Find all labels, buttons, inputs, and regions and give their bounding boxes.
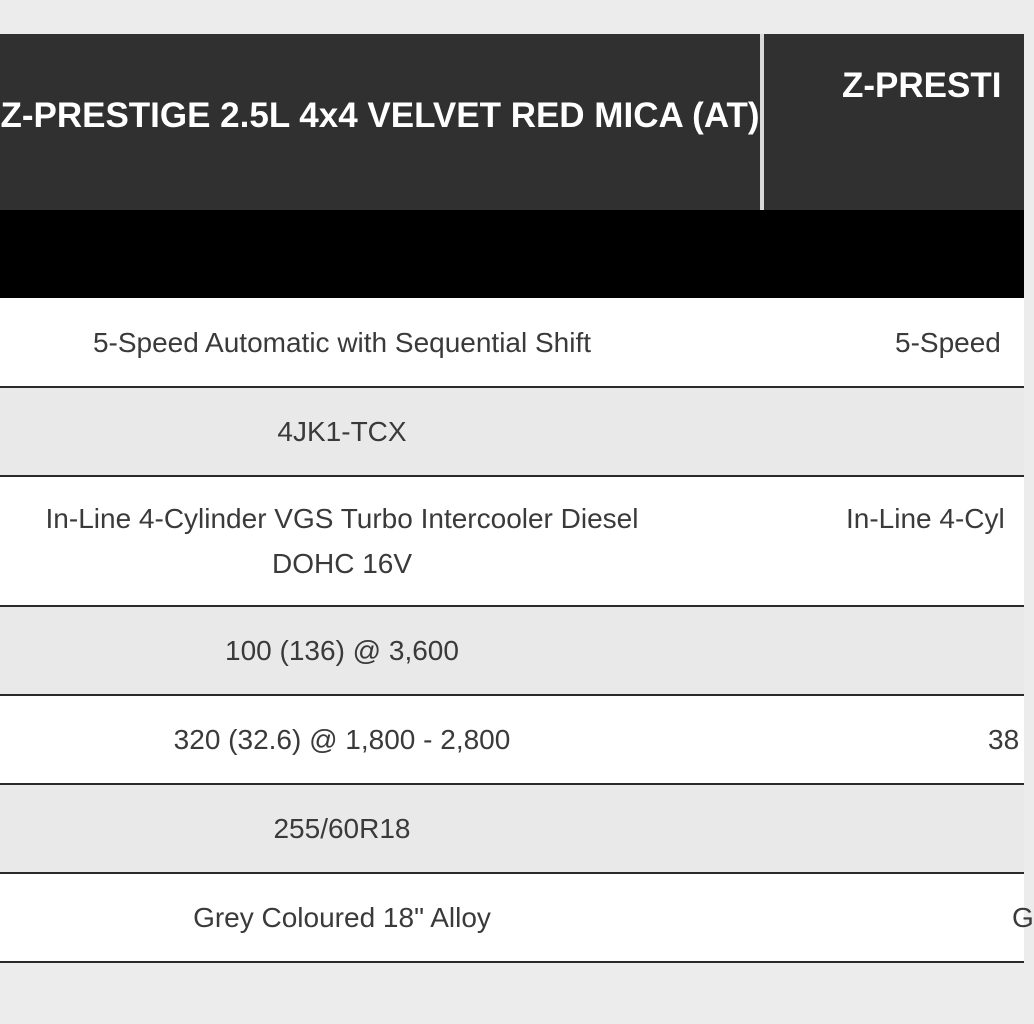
table-row: [0, 696, 1024, 785]
table-row: [0, 388, 1024, 477]
tyre-size-value: 255/60R18: [273, 813, 411, 844]
table-row: [0, 785, 1024, 874]
transmission-value-second: 5-Speed: [895, 326, 1001, 358]
engine-model-value-second: [684, 388, 1024, 475]
torque-value: 320 (32.6) @ 1,800 - 2,800: [173, 724, 511, 755]
power-value: 100 (136) @ 3,600: [225, 635, 459, 666]
engine-type-value: In-Line 4-Cylinder VGS Turbo Intercooler Diesel DOHC 16V: [45, 503, 639, 579]
table-row: [0, 298, 1024, 388]
wheels-value: Grey Coloured 18" Alloy: [193, 902, 491, 933]
transmission-value: 5-Speed Automatic with Sequential Shift: [92, 326, 592, 358]
wheels-value-second: G: [1012, 902, 1034, 933]
section-bar: [0, 210, 1024, 298]
torque-value-second: 38: [988, 724, 1020, 755]
engine-type-value-second: In-Line 4-Cyl: [846, 503, 1005, 534]
table-row: [0, 607, 1024, 696]
variant-header-second: Z-PRESTI: [842, 66, 1002, 105]
table-header-row: [0, 34, 1024, 210]
variant-header-velvet-red: Z-PRESTIGE 2.5L 4x4 VELVET RED MICA (AT): [0, 96, 760, 135]
spec-comparison-table: [0, 34, 1034, 963]
table-row: [0, 874, 1034, 963]
power-value-second: [684, 607, 1024, 694]
engine-model-value: 4JK1-TCX: [277, 416, 407, 447]
tyre-size-value-second: [684, 785, 1024, 872]
table-row: [0, 477, 1024, 607]
